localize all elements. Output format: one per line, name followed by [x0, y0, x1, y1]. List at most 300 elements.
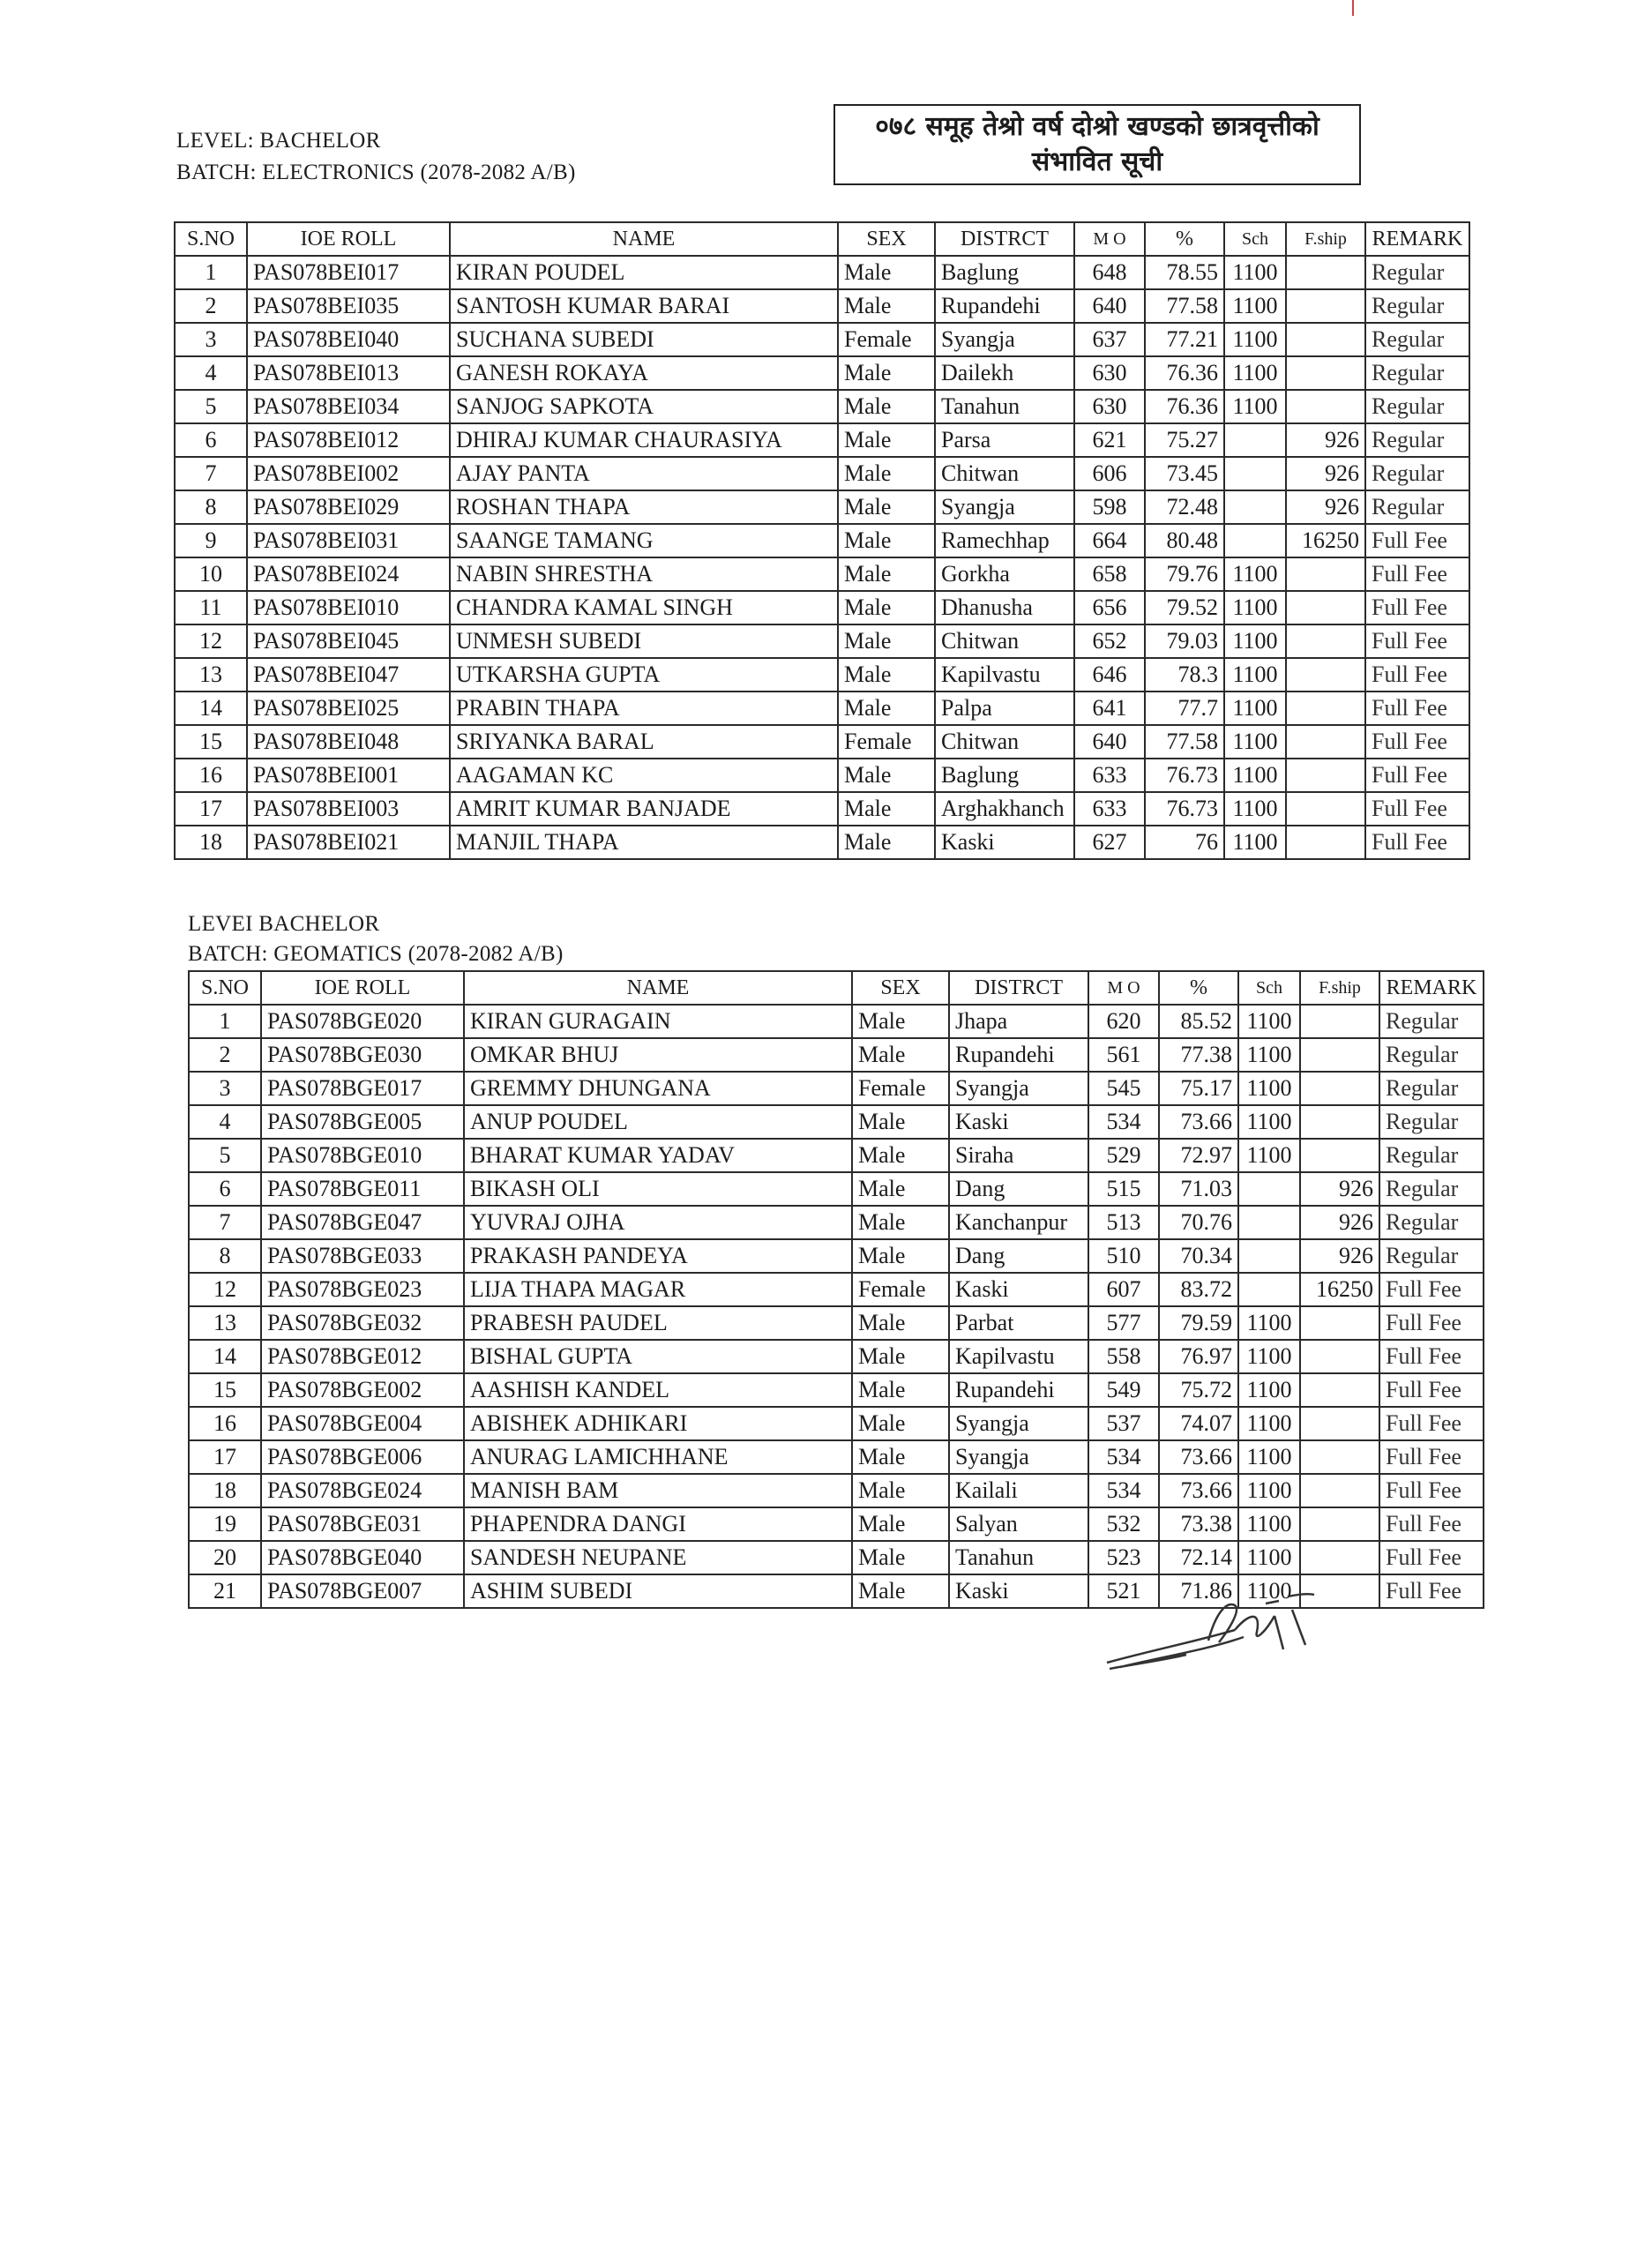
fship-cell: [1300, 1407, 1379, 1440]
table-row: [175, 725, 1469, 759]
district-cell: Parbat: [949, 1306, 1088, 1340]
marks-cell: 515: [1088, 1172, 1159, 1206]
sno-cell: 16: [189, 1407, 261, 1440]
percent-cell: 83.72: [1159, 1273, 1238, 1306]
table-row: [175, 457, 1469, 490]
marks-cell: 549: [1088, 1373, 1159, 1407]
sex-cell: Male: [838, 356, 935, 390]
name-cell: SRIYANKA BARAL: [450, 725, 838, 759]
marks-cell: 630: [1074, 356, 1145, 390]
sch-cell: 1100: [1238, 1574, 1300, 1608]
sch-cell: 1100: [1224, 289, 1286, 323]
percent-cell: 76.36: [1145, 356, 1224, 390]
electronics-batch: BATCH: ELECTRONICS (2078-2082 A/B): [176, 161, 576, 184]
fship-cell: [1286, 591, 1365, 624]
sex-cell: Female: [838, 323, 935, 356]
fship-cell: [1300, 1474, 1379, 1507]
table-row: [175, 692, 1469, 725]
remark-cell: Full Fee: [1379, 1507, 1484, 1541]
remark-cell: Regular: [1365, 256, 1469, 289]
fship-cell: [1286, 557, 1365, 591]
table-row: [189, 1373, 1484, 1407]
sex-cell: Male: [852, 1105, 949, 1139]
sch-cell: [1238, 1172, 1300, 1206]
sex-cell: Male: [852, 1139, 949, 1172]
sex-cell: Male: [852, 1507, 949, 1541]
name-cell: PRABESH PAUDEL: [464, 1306, 852, 1340]
marks-cell: 510: [1088, 1239, 1159, 1273]
fship-cell: [1300, 1507, 1379, 1541]
remark-cell: Full Fee: [1365, 826, 1469, 859]
sno-cell: 4: [175, 356, 247, 390]
percent-cell: 77.38: [1159, 1038, 1238, 1072]
sch-cell: 1100: [1224, 759, 1286, 792]
marks-cell: 558: [1088, 1340, 1159, 1373]
sno-cell: 7: [175, 457, 247, 490]
sch-cell: 1100: [1224, 725, 1286, 759]
sno-cell: 7: [189, 1206, 261, 1239]
sex-cell: Male: [838, 457, 935, 490]
remark-cell: Full Fee: [1379, 1440, 1484, 1474]
fship-cell: [1286, 658, 1365, 692]
sno-cell: 2: [189, 1038, 261, 1072]
roll-cell: PAS078BGE032: [261, 1306, 464, 1340]
district-cell: Kailali: [949, 1474, 1088, 1507]
column-header: NAME: [450, 222, 838, 256]
table-row: [175, 792, 1469, 826]
remark-cell: Full Fee: [1379, 1306, 1484, 1340]
table-row: [189, 1474, 1484, 1507]
percent-cell: 73.66: [1159, 1105, 1238, 1139]
sno-cell: 6: [175, 423, 247, 457]
roll-cell: PAS078BEI031: [247, 524, 450, 557]
remark-cell: Regular: [1379, 1172, 1484, 1206]
percent-cell: 72.14: [1159, 1541, 1238, 1574]
percent-cell: 79.59: [1159, 1306, 1238, 1340]
district-cell: Dang: [949, 1239, 1088, 1273]
fship-cell: 926: [1300, 1206, 1379, 1239]
remark-cell: Full Fee: [1379, 1541, 1484, 1574]
roll-cell: PAS078BGE017: [261, 1072, 464, 1105]
district-cell: Tanahun: [949, 1541, 1088, 1574]
district-cell: Dang: [949, 1172, 1088, 1206]
marks-cell: 640: [1074, 725, 1145, 759]
sex-cell: Female: [852, 1072, 949, 1105]
fship-cell: 926: [1286, 457, 1365, 490]
remark-cell: Regular: [1379, 1005, 1484, 1038]
fship-cell: 926: [1300, 1239, 1379, 1273]
sno-cell: 6: [189, 1172, 261, 1206]
remark-cell: Full Fee: [1379, 1273, 1484, 1306]
fship-cell: [1300, 1005, 1379, 1038]
title-line-1: ०७८ समूह तेश्रो वर्ष दोश्रो खण्डको छात्रवृत्तीको: [875, 111, 1319, 142]
district-cell: Jhapa: [949, 1005, 1088, 1038]
scan-mark: [1352, 0, 1354, 16]
electronics-rows: [175, 256, 1469, 859]
sno-cell: 15: [189, 1373, 261, 1407]
percent-cell: 76.73: [1145, 759, 1224, 792]
fship-cell: 926: [1286, 490, 1365, 524]
roll-cell: PAS078BEI024: [247, 557, 450, 591]
sex-cell: Male: [838, 256, 935, 289]
table-row: [189, 1005, 1484, 1038]
sch-cell: 1100: [1224, 792, 1286, 826]
signature: [1103, 1579, 1349, 1685]
fship-cell: [1300, 1373, 1379, 1407]
district-cell: Chitwan: [935, 457, 1074, 490]
remark-cell: Full Fee: [1365, 624, 1469, 658]
fship-cell: [1286, 725, 1365, 759]
sno-cell: 13: [189, 1306, 261, 1340]
remark-cell: Full Fee: [1365, 524, 1469, 557]
sno-cell: 21: [189, 1574, 261, 1608]
district-cell: Chitwan: [935, 624, 1074, 658]
column-header: F.ship: [1286, 222, 1365, 256]
sex-cell: Male: [852, 1574, 949, 1608]
marks-cell: 561: [1088, 1038, 1159, 1072]
district-cell: Dailekh: [935, 356, 1074, 390]
sno-cell: 3: [175, 323, 247, 356]
fship-cell: [1300, 1139, 1379, 1172]
sch-cell: [1238, 1239, 1300, 1273]
district-cell: Kaski: [949, 1273, 1088, 1306]
marks-cell: 633: [1074, 792, 1145, 826]
name-cell: ANUP POUDEL: [464, 1105, 852, 1139]
column-header: IOE ROLL: [247, 222, 450, 256]
table-row: [175, 423, 1469, 457]
sex-cell: Male: [838, 658, 935, 692]
remark-cell: Full Fee: [1379, 1574, 1484, 1608]
table-row: [189, 1105, 1484, 1139]
roll-cell: PAS078BGE024: [261, 1474, 464, 1507]
sex-cell: Male: [838, 759, 935, 792]
sno-cell: 17: [189, 1440, 261, 1474]
sno-cell: 1: [189, 1005, 261, 1038]
geomatics-table: [188, 970, 1484, 1609]
sch-cell: 1100: [1238, 1072, 1300, 1105]
sno-cell: 5: [189, 1139, 261, 1172]
district-cell: Ramechhap: [935, 524, 1074, 557]
sch-cell: [1224, 423, 1286, 457]
marks-cell: 521: [1088, 1574, 1159, 1608]
sno-cell: 3: [189, 1072, 261, 1105]
marks-cell: 513: [1088, 1206, 1159, 1239]
district-cell: Rupandehi: [949, 1038, 1088, 1072]
column-header: Sch: [1238, 971, 1300, 1005]
percent-cell: 77.58: [1145, 725, 1224, 759]
roll-cell: PAS078BEI002: [247, 457, 450, 490]
name-cell: MANJIL THAPA: [450, 826, 838, 859]
marks-cell: 664: [1074, 524, 1145, 557]
remark-cell: Regular: [1365, 323, 1469, 356]
column-header: DISTRCT: [949, 971, 1088, 1005]
district-cell: Baglung: [935, 256, 1074, 289]
column-header: IOE ROLL: [261, 971, 464, 1005]
sex-cell: Male: [838, 692, 935, 725]
roll-cell: PAS078BEI035: [247, 289, 450, 323]
table-row: [189, 1306, 1484, 1340]
fship-cell: 16250: [1286, 524, 1365, 557]
sch-cell: 1100: [1224, 624, 1286, 658]
name-cell: BISHAL GUPTA: [464, 1340, 852, 1373]
sex-cell: Male: [838, 624, 935, 658]
percent-cell: 75.27: [1145, 423, 1224, 457]
name-cell: CHANDRA KAMAL SINGH: [450, 591, 838, 624]
roll-cell: PAS078BEI040: [247, 323, 450, 356]
marks-cell: 598: [1074, 490, 1145, 524]
sex-cell: Male: [852, 1172, 949, 1206]
name-cell: ROSHAN THAPA: [450, 490, 838, 524]
district-cell: Parsa: [935, 423, 1074, 457]
district-cell: Gorkha: [935, 557, 1074, 591]
table-row: [189, 1038, 1484, 1072]
sch-cell: 1100: [1224, 256, 1286, 289]
roll-cell: PAS078BEI045: [247, 624, 450, 658]
roll-cell: PAS078BGE005: [261, 1105, 464, 1139]
table-row: [189, 1239, 1484, 1273]
sex-cell: Male: [838, 591, 935, 624]
district-cell: Salyan: [949, 1507, 1088, 1541]
percent-cell: 77.7: [1145, 692, 1224, 725]
remark-cell: Regular: [1365, 356, 1469, 390]
column-header: DISTRCT: [935, 222, 1074, 256]
name-cell: ANURAG LAMICHHANE: [464, 1440, 852, 1474]
fship-cell: [1300, 1440, 1379, 1474]
fship-cell: [1286, 356, 1365, 390]
district-cell: Palpa: [935, 692, 1074, 725]
sch-cell: 1100: [1238, 1407, 1300, 1440]
column-header: NAME: [464, 971, 852, 1005]
roll-cell: PAS078BGE010: [261, 1139, 464, 1172]
column-header: REMARK: [1379, 971, 1484, 1005]
percent-cell: 71.86: [1159, 1574, 1238, 1608]
fship-cell: [1286, 256, 1365, 289]
sch-cell: 1100: [1238, 1038, 1300, 1072]
roll-cell: PAS078BEI010: [247, 591, 450, 624]
sno-cell: 18: [175, 826, 247, 859]
sex-cell: Male: [852, 1340, 949, 1373]
district-cell: Chitwan: [935, 725, 1074, 759]
sex-cell: Male: [838, 423, 935, 457]
sno-cell: 5: [175, 390, 247, 423]
marks-cell: 532: [1088, 1507, 1159, 1541]
district-cell: Kaski: [949, 1574, 1088, 1608]
district-cell: Syangja: [949, 1072, 1088, 1105]
sex-cell: Female: [852, 1273, 949, 1306]
percent-cell: 76.36: [1145, 390, 1224, 423]
column-header: F.ship: [1300, 971, 1379, 1005]
table-row: [189, 1407, 1484, 1440]
name-cell: MANISH BAM: [464, 1474, 852, 1507]
remark-cell: Full Fee: [1365, 692, 1469, 725]
roll-cell: PAS078BEI029: [247, 490, 450, 524]
sno-cell: 14: [175, 692, 247, 725]
sno-cell: 1: [175, 256, 247, 289]
marks-cell: 652: [1074, 624, 1145, 658]
fship-cell: [1300, 1541, 1379, 1574]
name-cell: SANTOSH KUMAR BARAI: [450, 289, 838, 323]
district-cell: Syangja: [935, 323, 1074, 356]
roll-cell: PAS078BEI048: [247, 725, 450, 759]
name-cell: ABISHEK ADHIKARI: [464, 1407, 852, 1440]
name-cell: GREMMY DHUNGANA: [464, 1072, 852, 1105]
percent-cell: 85.52: [1159, 1005, 1238, 1038]
remark-cell: Full Fee: [1365, 591, 1469, 624]
sch-cell: 1100: [1224, 658, 1286, 692]
column-header: M O: [1074, 222, 1145, 256]
sch-cell: 1100: [1224, 356, 1286, 390]
marks-cell: 656: [1074, 591, 1145, 624]
fship-cell: [1286, 792, 1365, 826]
fship-cell: 926: [1286, 423, 1365, 457]
percent-cell: 79.03: [1145, 624, 1224, 658]
sex-cell: Male: [838, 490, 935, 524]
sno-cell: 17: [175, 792, 247, 826]
sno-cell: 18: [189, 1474, 261, 1507]
geomatics-level: LEVEI BACHELOR: [188, 912, 380, 936]
marks-cell: 534: [1088, 1440, 1159, 1474]
remark-cell: Full Fee: [1365, 658, 1469, 692]
column-header: M O: [1088, 971, 1159, 1005]
table-row: [175, 323, 1469, 356]
marks-cell: 534: [1088, 1474, 1159, 1507]
name-cell: LIJA THAPA MAGAR: [464, 1273, 852, 1306]
remark-cell: Regular: [1379, 1105, 1484, 1139]
roll-cell: PAS078BEI017: [247, 256, 450, 289]
remark-cell: Regular: [1365, 490, 1469, 524]
column-header: S.NO: [189, 971, 261, 1005]
name-cell: ASHIM SUBEDI: [464, 1574, 852, 1608]
sex-cell: Male: [852, 1306, 949, 1340]
district-cell: Siraha: [949, 1139, 1088, 1172]
roll-cell: PAS078BEI025: [247, 692, 450, 725]
remark-cell: Regular: [1365, 457, 1469, 490]
district-cell: Kapilvastu: [949, 1340, 1088, 1373]
roll-cell: PAS078BEI003: [247, 792, 450, 826]
sno-cell: 12: [189, 1273, 261, 1306]
table-row: [189, 1273, 1484, 1306]
marks-cell: 621: [1074, 423, 1145, 457]
sch-cell: 1100: [1224, 591, 1286, 624]
sno-cell: 2: [175, 289, 247, 323]
marks-cell: 627: [1074, 826, 1145, 859]
sch-cell: 1100: [1238, 1373, 1300, 1407]
roll-cell: PAS078BGE040: [261, 1541, 464, 1574]
sno-cell: 13: [175, 658, 247, 692]
table-row: [189, 1172, 1484, 1206]
remark-cell: Regular: [1379, 1206, 1484, 1239]
remark-cell: Regular: [1379, 1139, 1484, 1172]
sno-cell: 15: [175, 725, 247, 759]
table-row: [189, 1072, 1484, 1105]
sch-cell: [1238, 1273, 1300, 1306]
table-row: [175, 490, 1469, 524]
name-cell: SANJOG SAPKOTA: [450, 390, 838, 423]
scholarship-title-box: [833, 104, 1361, 185]
marks-cell: 577: [1088, 1306, 1159, 1340]
roll-cell: PAS078BGE047: [261, 1206, 464, 1239]
roll-cell: PAS078BEI012: [247, 423, 450, 457]
name-cell: NABIN SHRESTHA: [450, 557, 838, 591]
sex-cell: Male: [838, 390, 935, 423]
table-row: [175, 759, 1469, 792]
remark-cell: Regular: [1365, 423, 1469, 457]
name-cell: SANDESH NEUPANE: [464, 1541, 852, 1574]
table-row: [189, 1507, 1484, 1541]
table-row: [175, 624, 1469, 658]
sch-cell: 1100: [1238, 1340, 1300, 1373]
percent-cell: 78.55: [1145, 256, 1224, 289]
percent-cell: 74.07: [1159, 1407, 1238, 1440]
sex-cell: Male: [852, 1407, 949, 1440]
marks-cell: 529: [1088, 1139, 1159, 1172]
table-row: [175, 826, 1469, 859]
district-cell: Rupandehi: [935, 289, 1074, 323]
marks-cell: 640: [1074, 289, 1145, 323]
percent-cell: 72.48: [1145, 490, 1224, 524]
district-cell: Kaski: [949, 1105, 1088, 1139]
table-row: [175, 356, 1469, 390]
district-cell: Dhanusha: [935, 591, 1074, 624]
district-cell: Arghakhanch: [935, 792, 1074, 826]
roll-cell: PAS078BEI034: [247, 390, 450, 423]
sex-cell: Male: [838, 557, 935, 591]
sch-cell: 1100: [1238, 1507, 1300, 1541]
sex-cell: Male: [838, 826, 935, 859]
roll-cell: PAS078BGE002: [261, 1373, 464, 1407]
name-cell: KIRAN POUDEL: [450, 256, 838, 289]
sch-cell: 1100: [1238, 1306, 1300, 1340]
name-cell: SAANGE TAMANG: [450, 524, 838, 557]
percent-cell: 72.97: [1159, 1139, 1238, 1172]
name-cell: GANESH ROKAYA: [450, 356, 838, 390]
district-cell: Rupandehi: [949, 1373, 1088, 1407]
header-row: [189, 971, 1484, 1005]
name-cell: AJAY PANTA: [450, 457, 838, 490]
fship-cell: [1286, 390, 1365, 423]
marks-cell: 658: [1074, 557, 1145, 591]
sch-cell: 1100: [1224, 557, 1286, 591]
roll-cell: PAS078BGE006: [261, 1440, 464, 1474]
percent-cell: 73.38: [1159, 1507, 1238, 1541]
fship-cell: [1300, 1105, 1379, 1139]
sex-cell: Male: [852, 1005, 949, 1038]
sch-cell: 1100: [1238, 1541, 1300, 1574]
name-cell: YUVRAJ OJHA: [464, 1206, 852, 1239]
marks-cell: 646: [1074, 658, 1145, 692]
sch-cell: 1100: [1224, 390, 1286, 423]
name-cell: DHIRAJ KUMAR CHAURASIYA: [450, 423, 838, 457]
percent-cell: 71.03: [1159, 1172, 1238, 1206]
percent-cell: 78.3: [1145, 658, 1224, 692]
name-cell: SUCHANA SUBEDI: [450, 323, 838, 356]
sch-cell: [1238, 1206, 1300, 1239]
remark-cell: Full Fee: [1365, 792, 1469, 826]
district-cell: Syangja: [949, 1440, 1088, 1474]
geomatics-batch: BATCH: GEOMATICS (2078-2082 A/B): [188, 942, 564, 966]
sex-cell: Male: [838, 289, 935, 323]
marks-cell: 648: [1074, 256, 1145, 289]
sno-cell: 8: [189, 1239, 261, 1273]
sno-cell: 14: [189, 1340, 261, 1373]
name-cell: AMRIT KUMAR BANJADE: [450, 792, 838, 826]
sno-cell: 9: [175, 524, 247, 557]
name-cell: UTKARSHA GUPTA: [450, 658, 838, 692]
percent-cell: 76.73: [1145, 792, 1224, 826]
column-header: %: [1159, 971, 1238, 1005]
table-row: [189, 1206, 1484, 1239]
table-row: [175, 289, 1469, 323]
